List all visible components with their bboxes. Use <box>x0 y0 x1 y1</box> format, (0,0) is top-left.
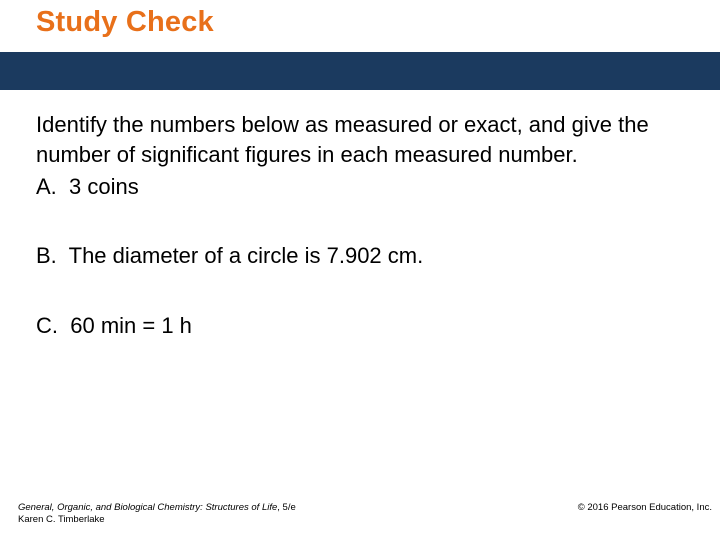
footer-copyright: © 2016 Pearson Education, Inc. <box>577 502 712 513</box>
question-item-b <box>36 241 423 271</box>
item-label: A. <box>36 174 57 199</box>
footer-book-title: General, Organic, and Biological Chemistry: Structures of Life <box>18 502 278 513</box>
item-text: 60 min = 1 h <box>70 313 192 338</box>
item-text: 3 coins <box>69 174 139 199</box>
footer-book-info <box>18 502 296 526</box>
footer-author: Karen C. Timberlake <box>18 514 105 525</box>
header-bar <box>0 52 720 90</box>
item-text: The diameter of a circle is 7.902 cm. <box>68 243 424 268</box>
question-item-c <box>36 311 192 341</box>
item-label: B. <box>36 243 57 268</box>
slide-title: Study Check <box>36 6 214 38</box>
footer-edition: , 5/e <box>277 502 296 513</box>
question-intro: Identify the numbers below as measured or exact, and give the number of significant figures in each measured number. <box>36 112 649 167</box>
question-item-a <box>36 172 139 202</box>
item-label: C. <box>36 313 58 338</box>
